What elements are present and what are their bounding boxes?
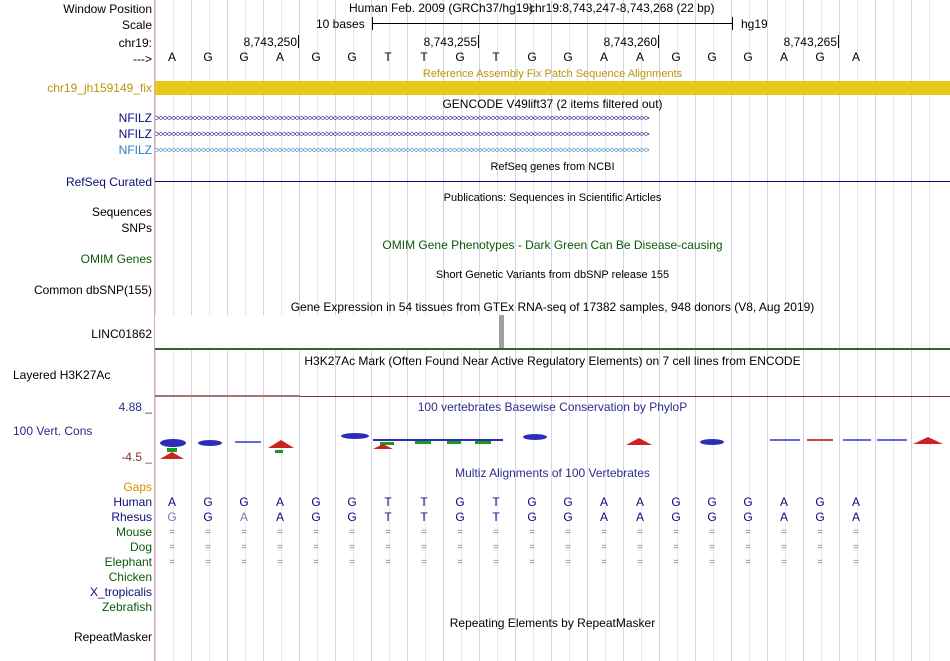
alignment-match-mark: = [493, 557, 499, 568]
alignment-match-mark: = [853, 557, 859, 568]
species-chicken-label: Chicken [108, 570, 152, 584]
alignment-match-mark: = [529, 527, 535, 538]
base-letter: A [239, 510, 248, 524]
alignment-match-mark: = [781, 542, 787, 553]
species-xtrop-label: X_tropicalis [89, 585, 152, 599]
species-human-label: Human [113, 495, 152, 509]
base-letter: G [743, 495, 753, 509]
logo-glyph [160, 439, 186, 447]
dbsnp-track-title: Short Genetic Variants from dbSNP release 155 [435, 269, 670, 281]
alignment-match-mark: = [637, 557, 643, 568]
alignment-match-mark: = [781, 557, 787, 568]
logo-glyph [843, 439, 871, 441]
base-letter: G [563, 50, 573, 64]
alignment-match-mark: = [817, 557, 823, 568]
logo-glyph [700, 439, 724, 445]
base-letter: G [239, 50, 249, 64]
refseq-track-label[interactable]: RefSeq Curated [65, 175, 152, 189]
alignment-match-mark: = [349, 527, 355, 538]
base-letter: G [527, 495, 537, 509]
base-letter: G [671, 510, 681, 524]
alignment-match-mark: = [169, 557, 175, 568]
logo-glyph [160, 452, 184, 459]
species-dog-label: Dog [129, 540, 152, 554]
alignment-match-mark: = [205, 557, 211, 568]
scale-db: hg19 [741, 17, 768, 31]
base-letter: G [527, 50, 537, 64]
alignment-match-mark: = [385, 542, 391, 553]
base-letter: G [743, 50, 753, 64]
repeatmasker-track-title: Repeating Elements by RepeatMasker [449, 616, 656, 630]
coord-label: 8,743,265 [783, 35, 837, 49]
scale-bar-right-tick [732, 17, 733, 30]
scale-text: 10 bases [316, 17, 365, 31]
base-letter: G [347, 495, 357, 509]
base-letter: T [492, 50, 500, 64]
coord-label: 8,743,260 [603, 35, 657, 49]
window-position-range: chr19:8,743,247-8,743,268 (22 bp) [529, 1, 715, 15]
logo-glyph [268, 440, 294, 448]
nfilz-transcript-3[interactable]: >>>>>>>>>>>>>>>>>>>>>>>>>>>>>>>>>>>>>>>>>>>>>>>>>>>>>>>>>>>>>>>>>>>>>>>>>>>>>>>>>>>>>>>>>>>>>>>>>>>>>>>>>>>>>>>>>>>> [155, 145, 649, 155]
gtex-expression-box[interactable] [155, 315, 500, 349]
alignment-match-mark: = [853, 527, 859, 538]
alignment-match-mark: = [421, 557, 427, 568]
alignment-match-mark: = [601, 557, 607, 568]
gencode-track-title: GENCODE V49lift37 (2 items filtered out) [442, 97, 663, 111]
logo-glyph [275, 450, 283, 453]
scale-bar-left-tick [372, 17, 373, 30]
base-letter: A [275, 510, 284, 524]
scale-label: Scale [121, 18, 152, 32]
snps-track-label[interactable]: SNPs [121, 221, 152, 235]
logo-glyph [447, 441, 461, 444]
species-mouse-label: Mouse [115, 525, 152, 539]
alignment-match-mark: = [385, 557, 391, 568]
track-label-column [0, 0, 154, 661]
h3k27ac-signal[interactable] [155, 395, 300, 397]
base-letter: A [167, 50, 176, 64]
alignment-match-mark: = [601, 527, 607, 538]
alignment-match-mark: = [745, 542, 751, 553]
sequences-track-label[interactable]: Sequences [91, 205, 152, 219]
fix-patch-track-label[interactable]: chr19_jh159149_fix [47, 81, 152, 95]
base-letter: A [167, 495, 176, 509]
base-letter: T [384, 495, 392, 509]
base-letter: G [203, 495, 213, 509]
nfilz-track-label-3[interactable]: NFILZ [118, 143, 152, 157]
alignment-match-mark: = [529, 542, 535, 553]
alignment-match-mark: = [673, 557, 679, 568]
phylop-conservation-logo[interactable] [155, 430, 950, 462]
publications-track-title: Publications: Sequences in Scientific Articles [443, 192, 662, 204]
coord-tick [838, 35, 839, 48]
base-letter: G [347, 510, 357, 524]
logo-glyph [626, 438, 652, 445]
base-letter: G [743, 510, 753, 524]
alignment-match-mark: = [421, 527, 427, 538]
logo-glyph [770, 439, 800, 441]
phylop-track-title: 100 vertebrates Basewise Conservation by PhyloP [417, 400, 688, 414]
track-data-area[interactable] [155, 0, 950, 661]
base-letter: T [492, 495, 500, 509]
base-letter: A [635, 495, 644, 509]
logo-glyph [373, 439, 503, 441]
base-letter: G [239, 495, 249, 509]
base-letter: T [384, 510, 392, 524]
nfilz-transcript-2[interactable]: >>>>>>>>>>>>>>>>>>>>>>>>>>>>>>>>>>>>>>>>>>>>>>>>>>>>>>>>>>>>>>>>>>>>>>>>>>>>>>>>>>>>>>>>>>>>>>>>>>>>>>>>>>>>>>>>>>>> [155, 129, 649, 139]
fix-patch-track-title: Reference Assembly Fix Patch Sequence Alignments [422, 68, 683, 80]
gtex-track-title: Gene Expression in 54 tissues from GTEx RNA-seq of 17382 samples, 948 donors (V8, Aug 2019) [290, 300, 815, 314]
base-letter: G [203, 510, 213, 524]
chrom-label: chr19: [118, 36, 152, 50]
alignment-match-mark: = [169, 542, 175, 553]
logo-glyph [475, 441, 491, 444]
logo-glyph [913, 437, 943, 444]
coord-tick [658, 35, 659, 48]
alignment-match-mark: = [637, 527, 643, 538]
alignment-match-mark: = [457, 542, 463, 553]
refseq-gene-line[interactable] [155, 181, 950, 182]
scale-bar [372, 23, 733, 24]
gaps-label: Gaps [123, 480, 152, 494]
alignment-match-mark: = [241, 557, 247, 568]
nfilz-track-label-1[interactable]: NFILZ [118, 111, 152, 125]
base-letter: G [815, 495, 825, 509]
nfilz-track-label-2[interactable]: NFILZ [118, 127, 152, 141]
base-letter: G [563, 495, 573, 509]
alignment-match-mark: = [457, 557, 463, 568]
base-letter: A [851, 50, 860, 64]
base-letter: T [420, 510, 428, 524]
base-letter: A [851, 495, 860, 509]
base-letter: T [420, 495, 428, 509]
coord-tick [478, 35, 479, 48]
base-letter: G [671, 50, 681, 64]
assembly-name: Human Feb. 2009 (GRCh37/hg19) [349, 1, 534, 15]
alignment-match-mark: = [421, 542, 427, 553]
base-letter: G [707, 495, 717, 509]
alignment-match-mark: = [205, 527, 211, 538]
omim-track-title: OMIM Gene Phenotypes - Dark Green Can Be Disease-causing [382, 238, 723, 252]
strand-arrow-label: ---> [133, 52, 152, 66]
alignment-match-mark: = [349, 557, 355, 568]
base-letter: G [815, 510, 825, 524]
alignment-match-mark: = [709, 527, 715, 538]
dbsnp-track-label[interactable]: Common dbSNP(155) [33, 283, 152, 297]
linc01862-label[interactable]: LINC01862 [91, 327, 152, 341]
alignment-match-mark: = [529, 557, 535, 568]
alignment-match-mark: = [277, 527, 283, 538]
alignment-match-mark: = [817, 542, 823, 553]
alignment-match-mark: = [781, 527, 787, 538]
gtex-baseline [155, 348, 950, 350]
base-letter: A [599, 510, 608, 524]
alignment-match-mark: = [673, 542, 679, 553]
alignment-match-mark: = [493, 542, 499, 553]
alignment-match-mark: = [277, 557, 283, 568]
species-elephant-label: Elephant [104, 555, 152, 569]
coord-tick [298, 35, 299, 48]
base-letter: G [167, 510, 177, 524]
cons-track-label[interactable]: 100 Vert. Cons [13, 424, 93, 438]
gtex-expression-bar[interactable] [499, 315, 504, 348]
alignment-match-mark: = [313, 527, 319, 538]
coord-label: 8,743,250 [243, 35, 297, 49]
alignment-match-mark: = [205, 542, 211, 553]
alignment-match-mark: = [277, 542, 283, 553]
coord-label: 8,743,255 [423, 35, 477, 49]
alignment-match-mark: = [565, 557, 571, 568]
base-letter: A [635, 510, 644, 524]
base-letter: G [455, 50, 465, 64]
base-letter: G [311, 495, 321, 509]
base-letter: G [455, 510, 465, 524]
base-letter: A [779, 50, 788, 64]
alignment-match-mark: = [601, 542, 607, 553]
phylop-min-label: -4.5 _ [121, 450, 152, 464]
base-letter: G [203, 50, 213, 64]
base-letter: A [275, 495, 284, 509]
omim-track-label[interactable]: OMIM Genes [80, 252, 152, 266]
alignment-match-mark: = [241, 527, 247, 538]
base-letter: T [384, 50, 392, 64]
repeatmasker-track-label[interactable]: RepeatMasker [73, 630, 152, 644]
species-zebrafish-label: Zebrafish [101, 600, 152, 614]
base-letter: G [707, 50, 717, 64]
alignment-match-mark: = [169, 527, 175, 538]
base-letter: G [563, 510, 573, 524]
base-letter: G [455, 495, 465, 509]
logo-glyph [877, 439, 907, 441]
window-position-label: Window Position [63, 2, 152, 16]
base-letter: A [635, 50, 644, 64]
base-letter: A [851, 510, 860, 524]
alignment-match-mark: = [241, 542, 247, 553]
logo-glyph [167, 448, 177, 452]
logo-glyph [341, 433, 369, 439]
alignment-match-mark: = [313, 542, 319, 553]
logo-glyph [198, 440, 222, 446]
base-letter: A [599, 495, 608, 509]
base-letter: A [779, 510, 788, 524]
base-letter: G [815, 50, 825, 64]
base-letter: G [527, 510, 537, 524]
nfilz-transcript-1[interactable]: >>>>>>>>>>>>>>>>>>>>>>>>>>>>>>>>>>>>>>>>>>>>>>>>>>>>>>>>>>>>>>>>>>>>>>>>>>>>>>>>>>>>>>>>>>>>>>>>>>>>>>>>>>>>>>>>>>>> [155, 113, 649, 123]
logo-glyph [523, 434, 547, 440]
alignment-match-mark: = [817, 527, 823, 538]
logo-glyph [235, 441, 261, 443]
base-letter: A [275, 50, 284, 64]
base-letter: T [420, 50, 428, 64]
alignment-match-mark: = [637, 542, 643, 553]
logo-glyph [807, 439, 833, 441]
alignment-match-mark: = [709, 557, 715, 568]
alignment-match-mark: = [349, 542, 355, 553]
alignment-match-mark: = [709, 542, 715, 553]
fix-patch-alignment-bar[interactable] [155, 81, 950, 95]
base-letter: G [311, 510, 321, 524]
alignment-match-mark: = [457, 527, 463, 538]
base-letter: A [779, 495, 788, 509]
base-letter: G [347, 50, 357, 64]
multiz-track-title: Multiz Alignments of 100 Vertebrates [455, 466, 650, 480]
base-letter: G [311, 50, 321, 64]
alignment-match-mark: = [493, 527, 499, 538]
alignment-match-mark: = [745, 527, 751, 538]
base-letter: A [599, 50, 608, 64]
logo-glyph [415, 441, 431, 444]
species-rhesus-label: Rhesus [111, 510, 152, 524]
base-letter: T [492, 510, 500, 524]
h3k27ac-track-label[interactable]: Layered H3K27Ac [13, 368, 111, 382]
alignment-match-mark: = [313, 557, 319, 568]
alignment-match-mark: = [565, 527, 571, 538]
alignment-match-mark: = [565, 542, 571, 553]
phylop-max-label: 4.88 _ [118, 400, 152, 414]
base-letter: G [707, 510, 717, 524]
base-letter: G [671, 495, 681, 509]
refseq-track-title: RefSeq genes from NCBI [490, 161, 615, 173]
h3k27ac-track-title: H3K27Ac Mark (Often Found Near Active Regulatory Elements) on 7 cell lines from ENCODE [304, 354, 801, 368]
alignment-match-mark: = [853, 542, 859, 553]
alignment-match-mark: = [385, 527, 391, 538]
alignment-match-mark: = [673, 527, 679, 538]
alignment-match-mark: = [745, 557, 751, 568]
